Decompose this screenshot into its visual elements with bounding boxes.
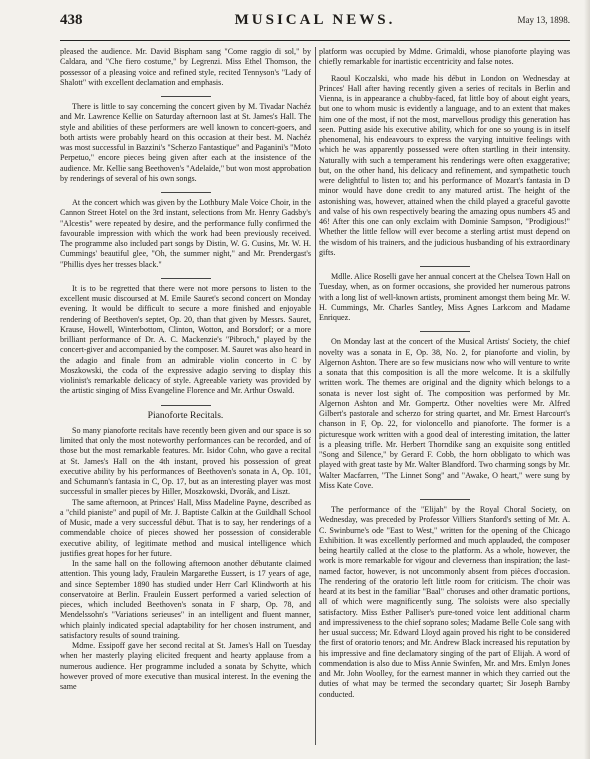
column-rule [315,47,316,745]
article-paragraph: In the same hall on the following afternoon another débutante claimed attention. This young lady, Fraulein Margarethe Eussert, is 17 years of age, and since September 1890 has studied under Herr Carl Klindworth at his conservatoire at Berlin. Fraulein Eussert performed a varied selection of pieces, which included Beethoven's sonata in F sharp, Op. 78, and Mendelssohn's "Variations serieuses" in an intelligent and fluent manner, which plainly indicated special adaptability for her chosen instrument, and satisfactory results of sound training. [60,559,311,640]
page-edge-shadow [584,0,590,759]
divider [161,96,211,97]
divider [420,331,470,332]
article-paragraph: Raoul Koczalski, who made his début in London on Wednesday at Princes' Hall after having recently given a series of recitals in Berlin and Vienna, is in appearance a chubby-faced, fat little boy of about eight years, but one to whom music is evidently a language, and to an extent that makes him one of the most, if not the most, marvellous prodigy this generation has seen. Putting aside his executive ability, which for one so young is in itself phenomenal, his endeavours to express the varying intuitive feelings with which he was apparently possessed were often startling in their intensity. Naturally with such a temperament his renderings were often exaggerative; but, on the other hand, his delicacy and refinement, and sympathetic touch were delightful to listen to; and his performance of Mozart's fantasia in D minor would have done credit to any matured artist. The height of the astonishing was, however, attained when the child played a graceful gavotte and valse of his own respectively bearing the amazing opus numbers 45 and 46! After this one can only exclaim with Dominie Sampson, "Prodigious!" Whether the little fellow will ever become a sterling artist must depend on the wisdom of his trainers, and the judicious husbanding of his extraordinary gifts. [319,73,570,257]
header-rule [60,40,570,41]
divider [161,192,211,193]
page-header [60,12,570,36]
right-column [319,47,570,745]
article-paragraph: There is little to say concerning the concert given by M. Tivadar Nachéz and Mr. Lawrence Kellie on Saturday afternoon last at St. James's Hall. The style and abilities of these performers are well known to concert-goers, and both artists were probably heard on this occasion at their best. M. Nachéz was most successful in Bazzini's "Scherzo Fantastique" and Paganini's "Moto Perpetuo," encore pieces being given after each at the insistence of the audience. Mr. Kellie sang Beethoven's "Adelaïde," but won most approbation by renderings of several of his own songs. [60,102,311,183]
divider [420,499,470,500]
article-paragraph: pleased the audience. Mr. David Bispham sang "Come raggio di sol," by Caldara, and "Che fiero costume," by Legrenzi. Miss Ethel Thomson, the possessor of a pleasing voice and refined style, recited Tennyson's "Lady of Shalott" with excellent declamation and emphasis. [60,47,311,87]
article-paragraph: The performance of the "Elijah" by the Royal Choral Society, on Wednesday, was preceded by Professor Villiers Stanford's setting of Mr. A. C. Swinburne's ode "East to West," written for the opening of the Chicago Exhibition. It was excellently performed and much applauded, the composer being heartily called at the close to the platform. As a whole, however, the work is more remarkable for vigour and cleverness than inspiration; the last-named factor, however, is not uncommonly absent from pièces d'occasion. The rendering of the oratorio left little room for criticism. The choir was heard at its best in the familiar "Baal" choruses and other dramatic portions, all of which were magnificently sung. The soloists were also specially satisfactory. Miss Esther Palliser's pure-toned voice lent additional charm and impressiveness to the chief soprano soles; Madame Belle Cole sang with her usual success; Mr. Edward Lloyd again proved his right to be considered the first of oratorio tenors; and Mr. Andrew Black increased his reputation by his impressive and fine declamatory singing of the part of Elijah. A word of commendation is also due to Miss Annie Swinfen, Mr. and Mrs. Emlyn Jones and Mr. John Woolley, for the earnest manner in which they carried out the duties of what may be termed the secondary quartet; Sir Joseph Barnby conducted. [319,505,570,699]
section-heading: Pianoforte Recitals. [147,409,224,421]
article-paragraph: Mdme. Essipoff gave her second recital at St. James's Hall on Tuesday when her masterly playing elicited frequent and hearty applause from a numerous audience. Her programme included a sonata by Schytte, which however proved of more executive than musical interest. In the evening the same [60,641,311,691]
article-paragraph: So many pianoforte recitals have recently been given and our space is so limited that only the most noteworthy performances can be recorded, and of those but the most remarkable features. Mr. Isidor Cohn, who gave a recital at St. James's Hall on the 4th instant, proved his possession of great executive ability by his performances of Beethoven's sonata in A, Op. 101, and Schumann's fantasia in C, Op. 17, but as an interesting player was most successful in smaller pieces by Hiller, Moszkowski, Dvorák, and Liszt. [60,425,311,497]
article-paragraph: platform was occupied by Mdme. Grimaldi, whose pianoforte playing was chiefly remarkable for inartistic eccentricity and false notes. [319,47,570,67]
article-paragraph: The same afternoon, at Princes' Hall, Miss Madeline Payne, described as a "child pianiste" and pupil of Mr. J. Baptiste Calkin at the Guildhall School of Music, made a very successful début. That is to say, her renderings of a commendable choice of pieces showed her possession of considerable executive ability, of legitimate method and musical intelligence which justifies great hopes for her future. [60,497,311,558]
divider [420,266,470,267]
divider [161,278,211,279]
article-paragraph: On Monday last at the concert of the Musical Artists' Society, the chief novelty was a sonata in E, Op. 38, No. 2, for pianoforte and violin, by Algernon Ashton. There are so few musicians now who will venture to write a sonata that this composition is all the more welcome. It is a skilfully written work. The themes are original and the dignity which belongs to a sonata is never lost sight of. The composition was performed by Mr. Algernon Ashton and Mr. Gompertz. Other novelties were Mr. Alfred Gilbert's pastorale and scherzo for string quartet, and Mr. Ernest Harcourt's chanson in F, Op. 22, for violoncello and pianoforte. The former is a picturesque work written with a good deal of interesting imitation, the latter is a pleasing trifle. Mr. Herbert Thorndike sang an exquisite song entitled "Song and Silence," by Gerard F. Cobb, the horn obbligato to which was played with great taste by Mr. Walter Blandford. Two charming songs by Mr. Walter Macfarren, "The Linnet Song" and "Awake, O heart," were sung by Miss Kate Cove. [319,337,570,490]
issue-date: May 13, 1898. [517,15,570,25]
article-paragraph: At the concert which was given by the Lothbury Male Voice Choir, in the Cannon Street Hotel on the 3rd instant, selections from Mr. Henry Gadsby's "Alcestis" were repeated by desire, and the performance fully confirmed the favourable impression with which the work had been previously received. The programme also included part songs by Distin, W. G. Cusins, Mr. W. H. Cummings' beautiful glee, "Oh, the summer night," and Mr. Prendergast's "Phillis dyes her tresses black." [60,198,311,269]
article-paragraph: It is to be regretted that there were not more persons to listen to the excellent music discoursed at M. Emile Sauret's second concert on Monday evening. It would be difficult to secure a more finished and enjoyable rendering of Beethoven's septet, Op. 20, than that given by Messrs. Sauret, Krause, Howell, Winterbottom, Clinton, Wotton, and Borsdorf; or a more brilliant performance of Dr. A. C. Mackenzie's "Pibroch," played by the concert-giver and accompanied by the composer. M. Sauret was also heard in the adagio and finale from an admirable violin concerto in C by Moszkowski, the coda of the expressive adagio serving to display this violinist's remarkable delicacy of style. Agreeable variety was provided by the artistic singing of Miss Evangeline Florence and Mr. Arthur Oswald. [60,283,311,396]
article-paragraph: Mdlle. Alice Roselli gave her annual concert at the Chelsea Town Hall on Tuesday, when, as on former occasions, she provided her numerous patrons with a long list of well-known artists, prominent amongst them being Mr. W. H. Cummings, Mr. Charles Santley, Miss Agnes Larkcom and Madame Enriquez. [319,272,570,322]
divider [161,405,211,406]
left-column [60,47,311,745]
publication-title: MUSICAL NEWS. [234,12,396,28]
page-number: 438 [60,12,83,28]
